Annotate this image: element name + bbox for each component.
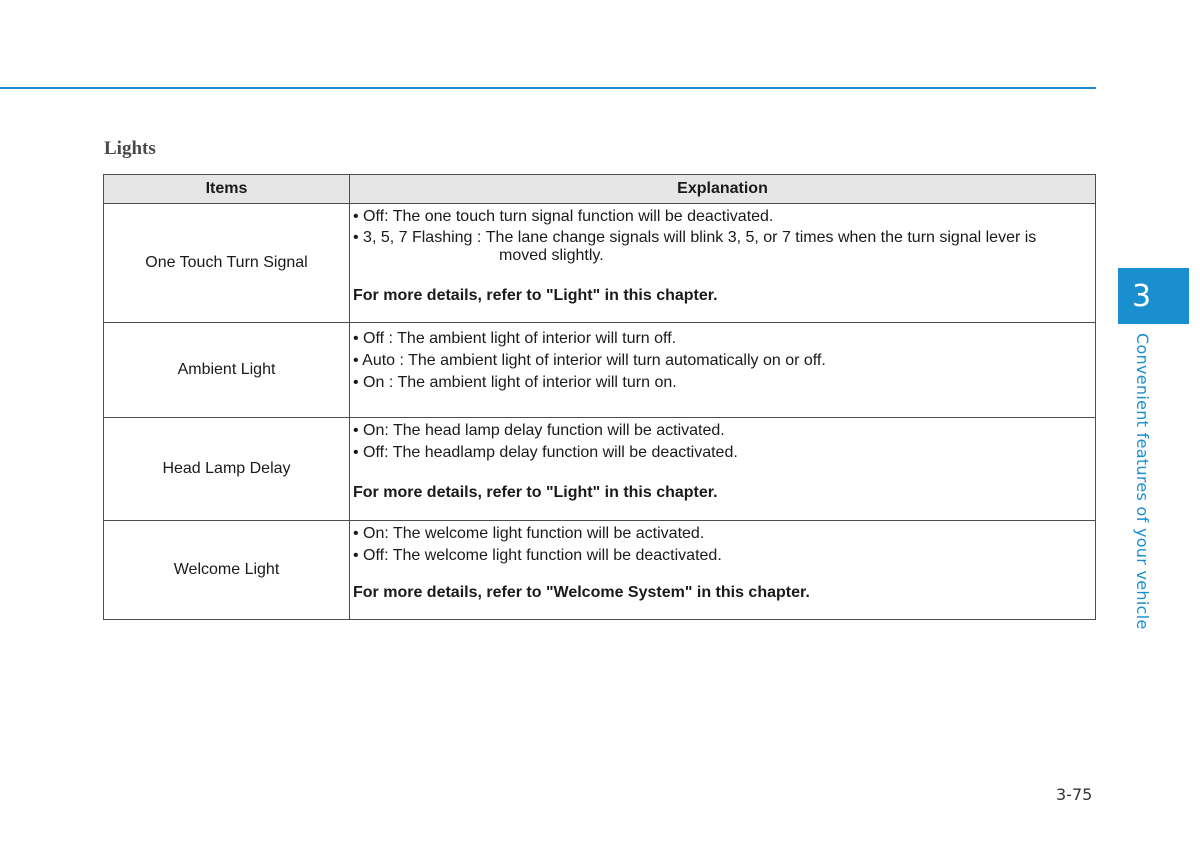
bullet-item: • Off: The headlamp delay function will be deactivated. xyxy=(353,444,738,461)
item-explanation xyxy=(350,323,1096,418)
bullet-item: • On : The ambient light of interior will turn on. xyxy=(353,374,677,391)
page-number: 3-75 xyxy=(1056,785,1093,804)
chapter-title: Convenient features of your vehicle xyxy=(1133,333,1152,630)
table-row xyxy=(104,521,1096,620)
bullet-item: • Off: The one touch turn signal function will be deactivated. xyxy=(353,208,774,225)
chapter-number-tab: 3 xyxy=(1118,268,1189,324)
bullet-item: • Auto : The ambient light of interior will turn automatically on or off. xyxy=(353,352,826,369)
reference-note: For more details, refer to "Light" in this chapter. xyxy=(353,484,718,501)
table-row xyxy=(104,204,1096,323)
bullet-text: The lane change signals will blink 3, 5, or 7 times when the turn signal lever is xyxy=(485,229,1037,246)
header-items: Items xyxy=(104,175,350,204)
section-title: Lights xyxy=(104,138,156,159)
bullet-lead: • 3, 5, 7 Flashing : xyxy=(353,229,486,246)
bullet-item: • Off : The ambient light of interior will turn off. xyxy=(353,330,677,347)
item-name: One Touch Turn Signal xyxy=(104,204,350,323)
reference-note: For more details, refer to "Light" in this chapter. xyxy=(353,287,718,304)
item-name: Ambient Light xyxy=(104,323,350,418)
lights-settings-table xyxy=(103,174,1096,620)
header-explanation: Explanation xyxy=(350,175,1096,204)
item-explanation xyxy=(350,521,1096,620)
reference-note: For more details, refer to "Welcome System" in this chapter. xyxy=(353,584,810,601)
table-header-row xyxy=(104,175,1096,204)
header-rule xyxy=(0,87,1096,89)
bullet-item-hanging xyxy=(353,229,1092,247)
item-name: Welcome Light xyxy=(104,521,350,620)
item-explanation xyxy=(350,204,1096,323)
table-row xyxy=(104,323,1096,418)
item-explanation xyxy=(350,418,1096,521)
bullet-item: • On: The welcome light function will be activated. xyxy=(353,525,705,542)
item-name: Head Lamp Delay xyxy=(104,418,350,521)
bullet-item: • On: The head lamp delay function will be activated. xyxy=(353,422,725,439)
table-row xyxy=(104,418,1096,521)
bullet-item: • Off: The welcome light function will be deactivated. xyxy=(353,547,722,564)
bullet-continuation: moved slightly. xyxy=(499,247,604,264)
